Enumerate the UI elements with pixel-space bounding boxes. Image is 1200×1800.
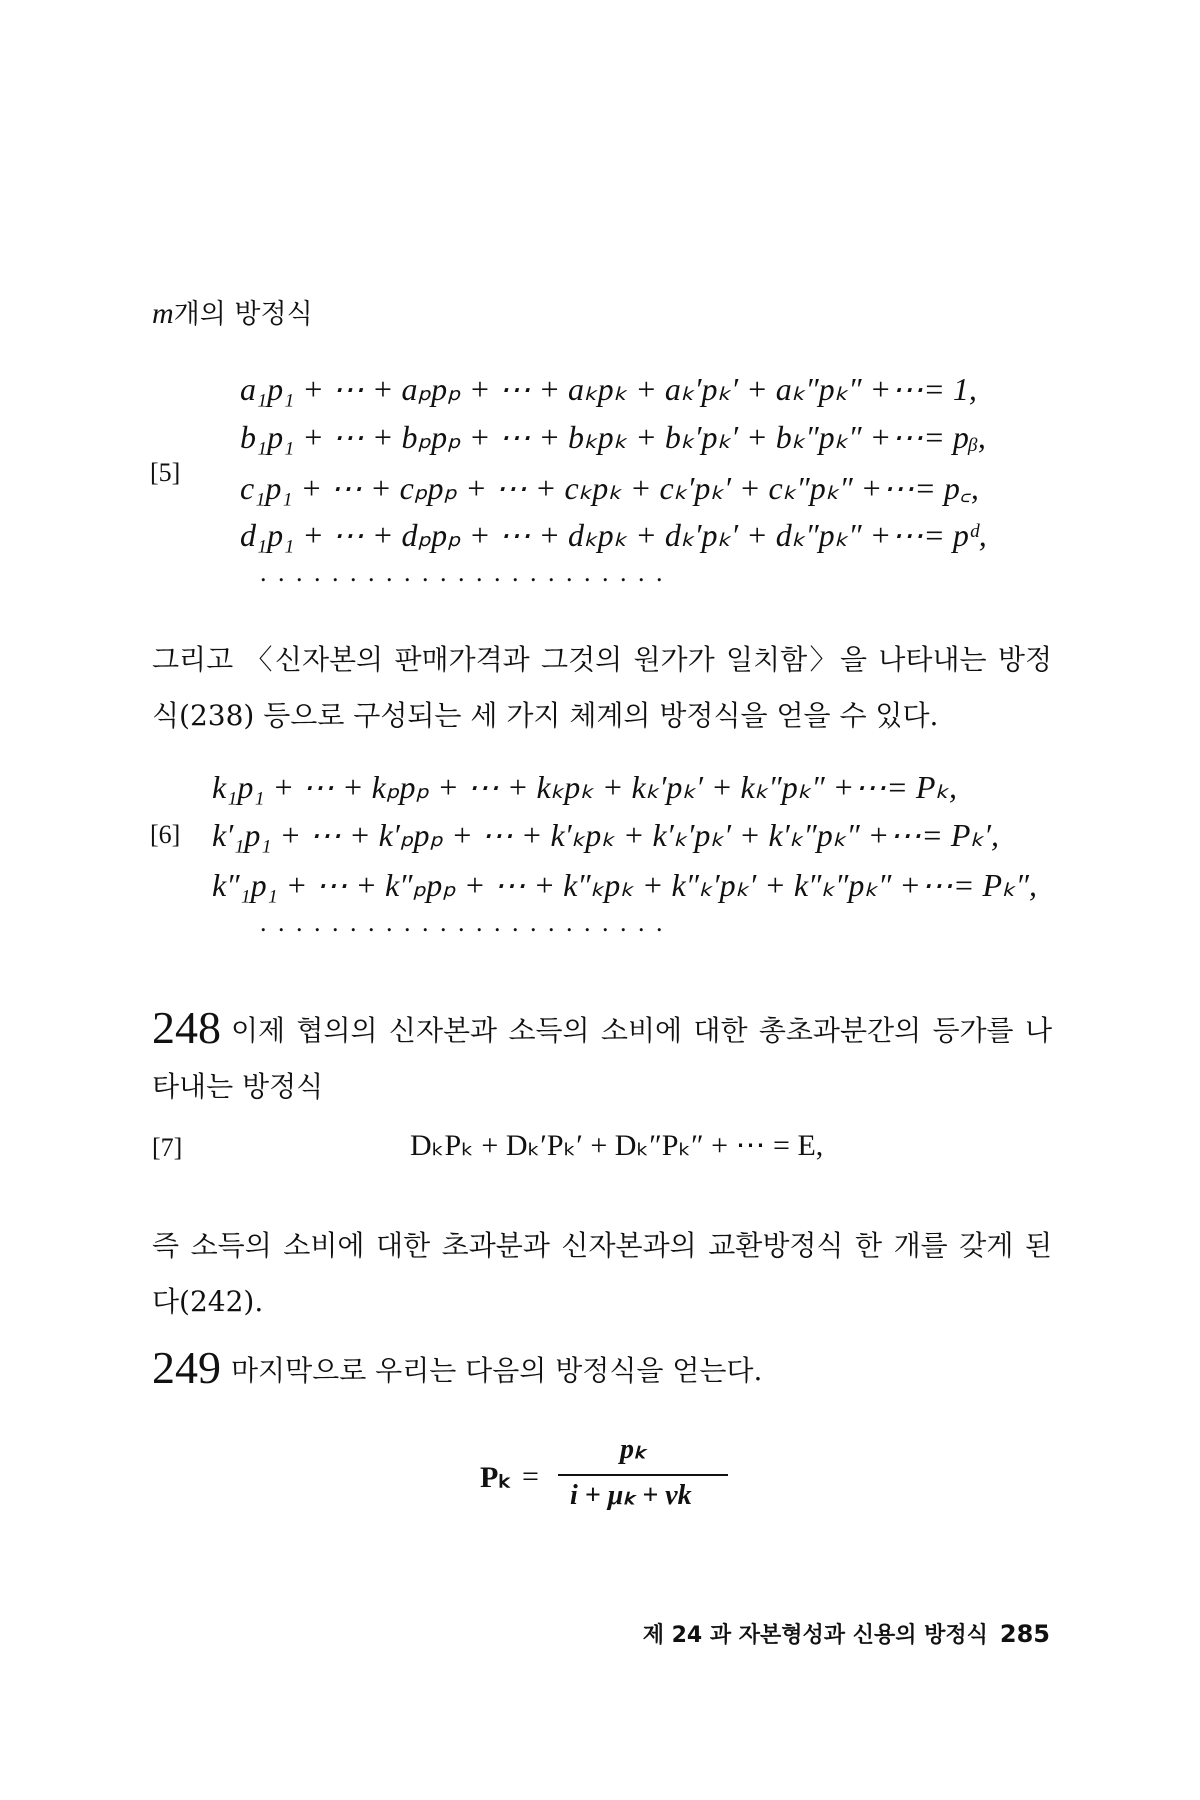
formula-lhs: Pₖ	[480, 1461, 512, 1494]
fraction-bar	[558, 1474, 728, 1476]
paragraph-2: 즉 소득의 소비에 대한 초과분과 신자본과의 교환방정식 한 개를 갖게 된다(242).	[152, 1229, 1052, 1318]
equation-6-line-1: k₁p₁ + ⋯ + kₚpₚ + ⋯ + kₖpₖ + kₖ′pₖ′ + kₖ″pₖ″ +⋯= Pₖ,	[212, 769, 957, 805]
formula-equals: =	[522, 1460, 539, 1493]
equation-6-line-3: k″₁p₁ + ⋯ + k″ₚpₚ + ⋯ + k″ₖpₖ + k″ₖ′pₖ′ + k″ₖ″pₖ″ +⋯= Pₖ″,	[212, 867, 1037, 903]
section-249	[152, 1340, 1052, 1399]
section-number-248: 248	[152, 1002, 221, 1053]
continuation-dots-5: .......................	[260, 558, 674, 587]
equation-5-line-2: b₁p₁ + ⋯ + bₚpₚ + ⋯ + bₖpₖ + bₖ′pₖ′ + bₖ″pₖ″ +⋯= pᵦ,	[240, 419, 986, 455]
equation-7: DₖPₖ + Dₖ′Pₖ′ + Dₖ″Pₖ″ + ⋯ = E,	[410, 1129, 824, 1162]
paragraph-1: 그리고 〈신자본의 판매가격과 그것의 원가가 일치함〉을 나타내는 방정식(238) 등으로 구성되는 세 가지 체계의 방정식을 얻을 수 있다.	[152, 643, 1052, 732]
equation-label-6: [6]	[150, 820, 181, 849]
section-248	[152, 1000, 1052, 1115]
page-number: 285	[999, 1620, 1050, 1648]
equation-5-line-3: c₁p₁ + ⋯ + cₚpₚ + ⋯ + cₖpₖ + cₖ′pₖ′ + cₖ″pₖ″ +⋯= p꜀,	[240, 470, 979, 506]
section-number-249: 249	[152, 1342, 221, 1393]
intro-variable: m	[152, 297, 174, 330]
equation-label-5: [5]	[150, 458, 181, 487]
page-footer	[643, 1618, 1050, 1649]
intro-line	[152, 292, 313, 331]
intro-text: 개의 방정식	[173, 299, 313, 330]
formula-numerator: pₖ	[620, 1434, 646, 1465]
equation-label-7: [7]	[152, 1133, 183, 1162]
chapter-title: 제 24 과 자본형성과 신용의 방정식	[642, 1623, 988, 1648]
equation-6-line-2: k′₁p₁ + ⋯ + k′ₚpₚ + ⋯ + k′ₖpₖ + k′ₖ′pₖ′ + k′ₖ″pₖ″ +⋯= Pₖ′,	[212, 817, 999, 853]
continuation-dots-6: .......................	[260, 908, 674, 937]
section-248-text: 이제 협의의 신자본과 소득의 소비에 대한 총초과분간의 등가를 나타내는 방정식	[152, 1014, 1052, 1103]
equation-system-5	[150, 370, 1030, 600]
equation-5-line-4: d₁p₁ + ⋯ + dₚpₚ + ⋯ + dₖpₖ + dₖ′pₖ′ + dₖ″pₖ″ +⋯= pᵈ,	[240, 517, 987, 553]
formula-denominator: i + μₖ + νk	[570, 1480, 692, 1511]
equation-system-6	[150, 768, 1037, 958]
equation-5-line-1: a₁p₁ + ⋯ + aₚpₚ + ⋯ + aₖpₖ + aₖ′pₖ′ + aₖ″pₖ″ +⋯= 1,	[240, 371, 977, 407]
section-249-text: 마지막으로 우리는 다음의 방정식을 얻는다.	[231, 1354, 763, 1387]
price-formula	[480, 1432, 740, 1532]
